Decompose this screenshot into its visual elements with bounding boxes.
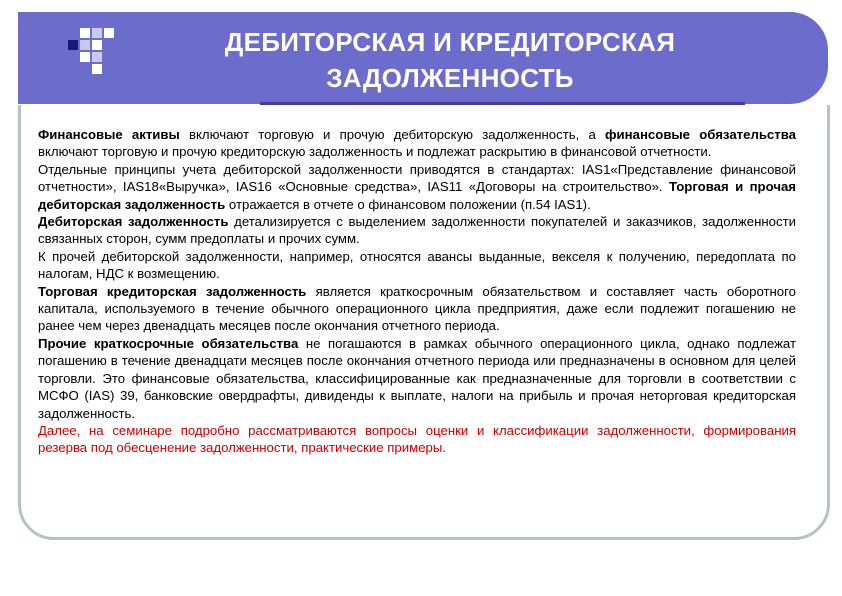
bold-term: Торговая и прочая дебиторская задолженность [38,179,797,212]
paragraph-text: детализируется с выделением задолженности покупателей и заказчиков, задолженности связанных сторон, сумм предоплаты и прочих сумм. [38,214,796,247]
slide-title-line-1: ДЕБИТОРСКАЯ И КРЕДИТОРСКАЯ [224,27,676,57]
paragraph [38,213,796,248]
bold-term: Торговая кредиторская задолженность [38,283,307,299]
bold-term: Дебиторская задолженность [38,214,229,230]
paragraph-text: включают торговую и прочую дебиторскую задолженность, а [179,127,606,142]
paragraph [38,161,796,213]
paragraph-text: Далее, на семинаре подробно рассматриваются вопросы оценки и классификации задолженности, формирования резерва под обесценение задолженности, практические примеры. [38,422,796,456]
slide-title [150,24,750,96]
bold-term: финансовые обязательства [605,127,796,142]
paragraph-text: включают торговую и прочую кредиторскую задолженность и подлежат раскрытию в финансовой отчетности. [38,144,712,160]
paragraph [38,283,796,335]
paragraph [38,422,796,457]
paragraph [38,335,796,422]
paragraph-text: не погашаются в рамках обычного операционного цикла, однако подлежат погашению в течение двенадцати месяцев после окончания отчетного периода или предназначены в основном для целей торговли. Это финансовые обязательства, классифицированные как предназначенные для торговли в соответствии с МСФО (IAS) 39, банковские овердрафты, дивиденды к выплате, налоги на прибыль и прочая неторговая кредиторская задолженность. [38,335,796,421]
paragraph-text: К прочей дебиторской задолженности, например, относятся авансы выданные, векселя к получению, передоплата по налогам, НДС к возмещению. [38,248,796,282]
paragraph-text: отражается в отчете о финансовом положении (п.54 IAS1). [225,196,591,212]
paragraph [38,248,796,283]
paragraph-text: Отдельные принципы учета дебиторской задолженности приводятся в стандартах: IAS1«Представление финансовой отчетности», IAS18«Выручка», IAS16 «Основные средства», IAS11 «Договоры на строительство». [38,161,796,195]
checkered-squares-logo-icon [60,20,124,84]
bold-term: Финансовые активы [38,127,180,142]
slide-title-line-2: ЗАДОЛЖЕННОСТЬ [326,63,574,93]
paragraph-text: является краткосрочным обязательством и составляет часть оборотного капитала, используемого в течение обычного операционного цикла предприятия, даже если подлежит погашению не ранее чем через двенадцать месяцев после окончания отчетного периода. [38,283,796,334]
bold-term: Прочие краткосрочные обязательства [38,335,299,351]
paragraph [38,126,796,161]
title-underline [260,102,745,105]
slide-body [38,126,796,457]
